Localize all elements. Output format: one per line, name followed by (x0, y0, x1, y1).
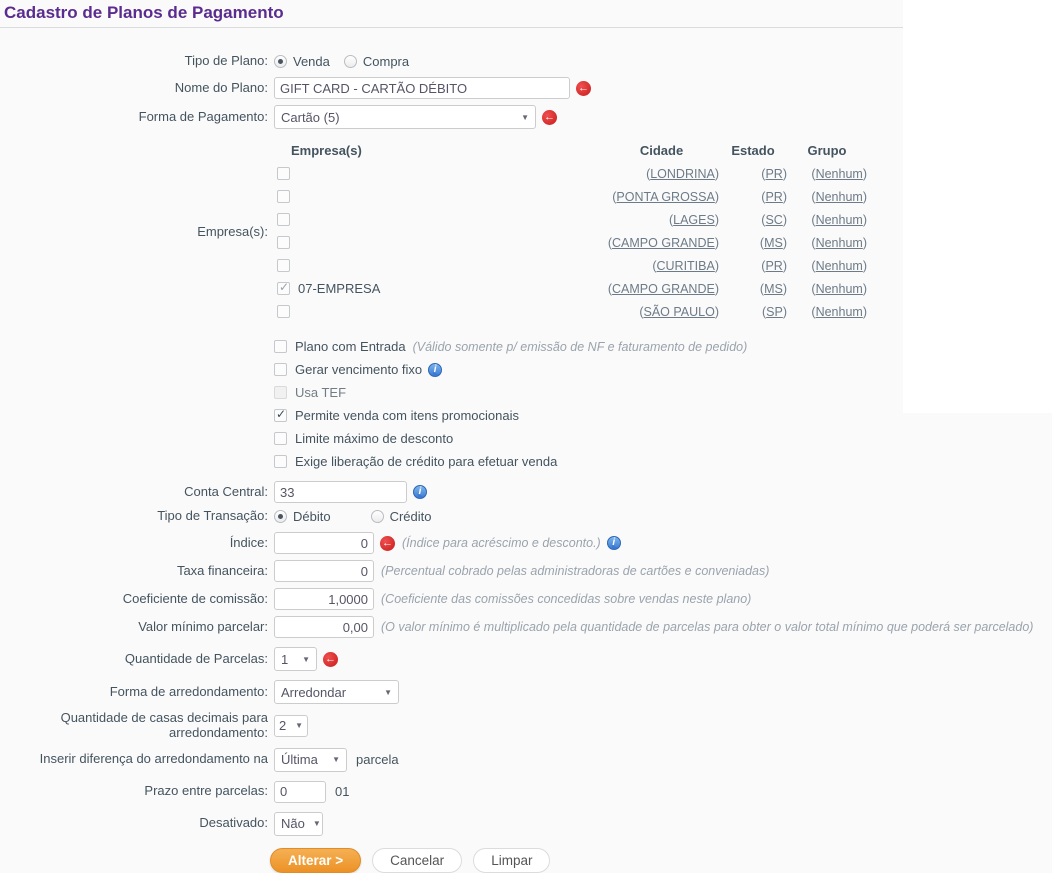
company-checkbox[interactable] (277, 236, 290, 249)
company-name: 07-EMPRESA (298, 281, 381, 296)
rounding-difference-select[interactable] (274, 748, 347, 772)
plan-type-radio-venda-label: Venda (293, 54, 330, 69)
flag-row-gerar-vencimento-fixo (274, 358, 903, 381)
payment-plan-form (0, 28, 1034, 873)
plan-type-label: Tipo de Plano: (184, 53, 268, 69)
city-link[interactable]: ( LONDRINA ) (646, 167, 719, 181)
rounding-difference-value: Última (281, 752, 318, 768)
companies-col-header: Empresa(s) (291, 142, 362, 158)
rounding-difference-suffix: parcela (356, 752, 399, 768)
minimum-installment-value-label: Valor mínimo parcelar: (138, 618, 268, 634)
index-hint: (Índice para acréscimo e desconto.) (402, 536, 601, 550)
state-link[interactable]: ( SP ) (762, 305, 787, 319)
payment-method-value: Cartão (5) (281, 109, 340, 125)
index-input[interactable] (274, 532, 374, 554)
caret-down-icon: ▼ (312, 819, 321, 829)
plan-type-radio-compra[interactable] (344, 55, 357, 68)
flag-checkbox[interactable] (274, 409, 287, 422)
group-link[interactable]: ( Nenhum ) (811, 282, 867, 296)
flag-label: Limite máximo de desconto (295, 431, 454, 446)
flag-hint: (Válido somente p/ emissão de NF e faturamento de pedido) (412, 339, 748, 354)
installments-count-label: Quantidade de Parcelas: (124, 650, 268, 666)
flag-row-usa-tef (274, 381, 903, 404)
city-link[interactable]: ( CURITIBA ) (652, 259, 719, 273)
state-link[interactable]: ( PR ) (761, 167, 787, 181)
caret-down-icon: ▼ (521, 112, 529, 122)
installments-count-value: 1 (281, 651, 289, 667)
company-checkbox[interactable] (277, 190, 290, 203)
plan-type-radio-compra-label: Compra (362, 54, 410, 69)
company-row (274, 208, 867, 231)
decimal-places-select[interactable] (274, 715, 308, 737)
rounding-difference-label: Inserir diferença do arredondamento na (39, 751, 268, 767)
city-link[interactable]: ( PONTA GROSSA ) (612, 190, 719, 204)
info-balloon-icon[interactable]: i (413, 485, 427, 499)
financial-rate-input[interactable] (274, 560, 374, 582)
flag-label: Plano com Entrada (295, 339, 406, 354)
payment-method-label: Forma de Pagamento: (138, 108, 268, 124)
group-link[interactable]: ( Nenhum ) (811, 213, 867, 227)
company-row (274, 185, 867, 208)
caret-down-icon: ▼ (302, 654, 310, 664)
flag-checkbox[interactable] (274, 455, 287, 468)
flag-label: Usa TEF (295, 385, 347, 400)
installment-interval-label: Prazo entre parcelas: (144, 783, 268, 799)
required-back-arrow-icon: ← (325, 652, 336, 665)
disabled-label: Desativado: (199, 815, 268, 831)
flag-row-plano-com-entrada (274, 335, 903, 358)
company-checkbox[interactable] (277, 259, 290, 272)
commission-coefficient-label: Coeficiente de comissão: (122, 590, 268, 606)
info-balloon-icon[interactable]: i (428, 363, 442, 377)
cancelar-button[interactable]: Cancelar (372, 848, 462, 873)
disabled-select[interactable] (274, 812, 323, 836)
rounding-method-select[interactable] (274, 680, 399, 704)
rounding-method-value: Arredondar (281, 684, 347, 700)
transaction-type-radio-credito-label: Crédito (389, 509, 432, 524)
financial-rate-label: Taxa financeira: (176, 562, 268, 578)
city-link[interactable]: ( LAGES ) (669, 213, 719, 227)
flag-row-exige-liberacao-credito (274, 450, 903, 473)
state-link[interactable]: ( PR ) (761, 190, 787, 204)
flag-label: Exige liberação de crédito para efetuar venda (295, 454, 558, 469)
company-checkbox[interactable] (277, 305, 290, 318)
rounding-method-label: Forma de arredondamento: (109, 683, 268, 699)
required-back-arrow-icon: ← (382, 536, 393, 549)
commission-coefficient-hint: (Coeficiente das comissões concedidas sobre vendas neste plano) (381, 592, 752, 606)
required-back-arrow-icon: ← (544, 110, 555, 123)
index-label: Índice: (229, 534, 268, 550)
limpar-button[interactable]: Limpar (473, 848, 550, 873)
payment-method-select[interactable] (274, 105, 536, 129)
city-link[interactable]: ( CAMPO GRANDE ) (608, 282, 719, 296)
caret-down-icon: ▼ (332, 755, 340, 765)
state-link[interactable]: ( MS ) (760, 282, 787, 296)
state-col-header: Estado (731, 142, 775, 158)
group-link[interactable]: ( Nenhum ) (811, 259, 867, 273)
flag-checkbox[interactable] (274, 340, 287, 353)
commission-coefficient-input[interactable] (274, 588, 374, 610)
required-back-arrow-icon: ← (578, 81, 589, 94)
flag-checkbox[interactable] (274, 386, 287, 399)
central-account-label: Conta Central: (184, 483, 268, 499)
state-link[interactable]: ( PR ) (761, 259, 787, 273)
state-link[interactable]: ( MS ) (760, 236, 787, 250)
background-white-corner (903, 0, 1052, 413)
info-balloon-icon[interactable]: i (607, 536, 621, 550)
installment-interval-input[interactable] (274, 781, 326, 803)
transaction-type-label: Tipo de Transação: (157, 508, 268, 524)
plan-name-input[interactable] (274, 77, 570, 99)
caret-down-icon: ▼ (295, 721, 303, 731)
plan-type-radio-venda[interactable] (274, 55, 287, 68)
transaction-type-radio-credito[interactable] (371, 510, 384, 523)
group-col-header: Grupo (807, 142, 847, 158)
company-row (274, 300, 867, 323)
flag-row-permite-venda-itens-promocionais (274, 404, 903, 427)
group-link[interactable]: ( Nenhum ) (811, 190, 867, 204)
plan-name-label: Nome do Plano: (174, 79, 268, 95)
state-link[interactable]: ( SC ) (761, 213, 787, 227)
flag-row-limite-maximo-desconto (274, 427, 903, 450)
installments-count-select[interactable] (274, 647, 317, 671)
company-checkbox[interactable] (277, 213, 290, 226)
companies-label: Empresa(s): (197, 223, 268, 239)
decimal-places-value: 2 (279, 718, 287, 734)
group-link[interactable]: ( Nenhum ) (811, 167, 867, 181)
flag-checkbox[interactable] (274, 363, 287, 376)
city-link[interactable]: ( SÃO PAULO ) (639, 305, 719, 319)
group-link[interactable]: ( Nenhum ) (811, 305, 867, 319)
flag-label: Permite venda com itens promocionais (295, 408, 519, 423)
company-checkbox[interactable] (277, 282, 290, 295)
company-row (274, 231, 867, 254)
transaction-type-radio-debito-label: Débito (293, 509, 331, 524)
transaction-type-radio-debito[interactable] (274, 510, 287, 523)
company-row (274, 277, 867, 300)
financial-rate-hint: (Percentual cobrado pelas administradoras de cartões e conveniadas) (381, 564, 770, 578)
central-account-input[interactable] (274, 481, 407, 503)
minimum-installment-value-input[interactable] (274, 616, 374, 638)
city-col-header: Cidade (639, 142, 684, 158)
installment-interval-days: 01 (335, 784, 350, 800)
caret-down-icon: ▼ (384, 687, 392, 697)
city-link[interactable]: ( CAMPO GRANDE ) (608, 236, 719, 250)
company-row (274, 162, 867, 185)
alterar-button[interactable]: Alterar > (270, 848, 361, 873)
disabled-value: Não (281, 816, 305, 832)
minimum-installment-value-hint: (O valor mínimo é multiplicado pela quantidade de parcelas para obter o valor total mínimo que poderá ser parcelado) (381, 620, 1034, 634)
flag-checkbox[interactable] (274, 432, 287, 445)
company-checkbox[interactable] (277, 167, 290, 180)
flag-label: Gerar vencimento fixo (295, 362, 423, 377)
page-title: Cadastro de Planos de Pagamento (0, 0, 903, 28)
company-row (274, 254, 867, 277)
group-link[interactable]: ( Nenhum ) (811, 236, 867, 250)
decimal-places-label: Quantidade de casas decimais para arredondamento: (60, 710, 268, 740)
